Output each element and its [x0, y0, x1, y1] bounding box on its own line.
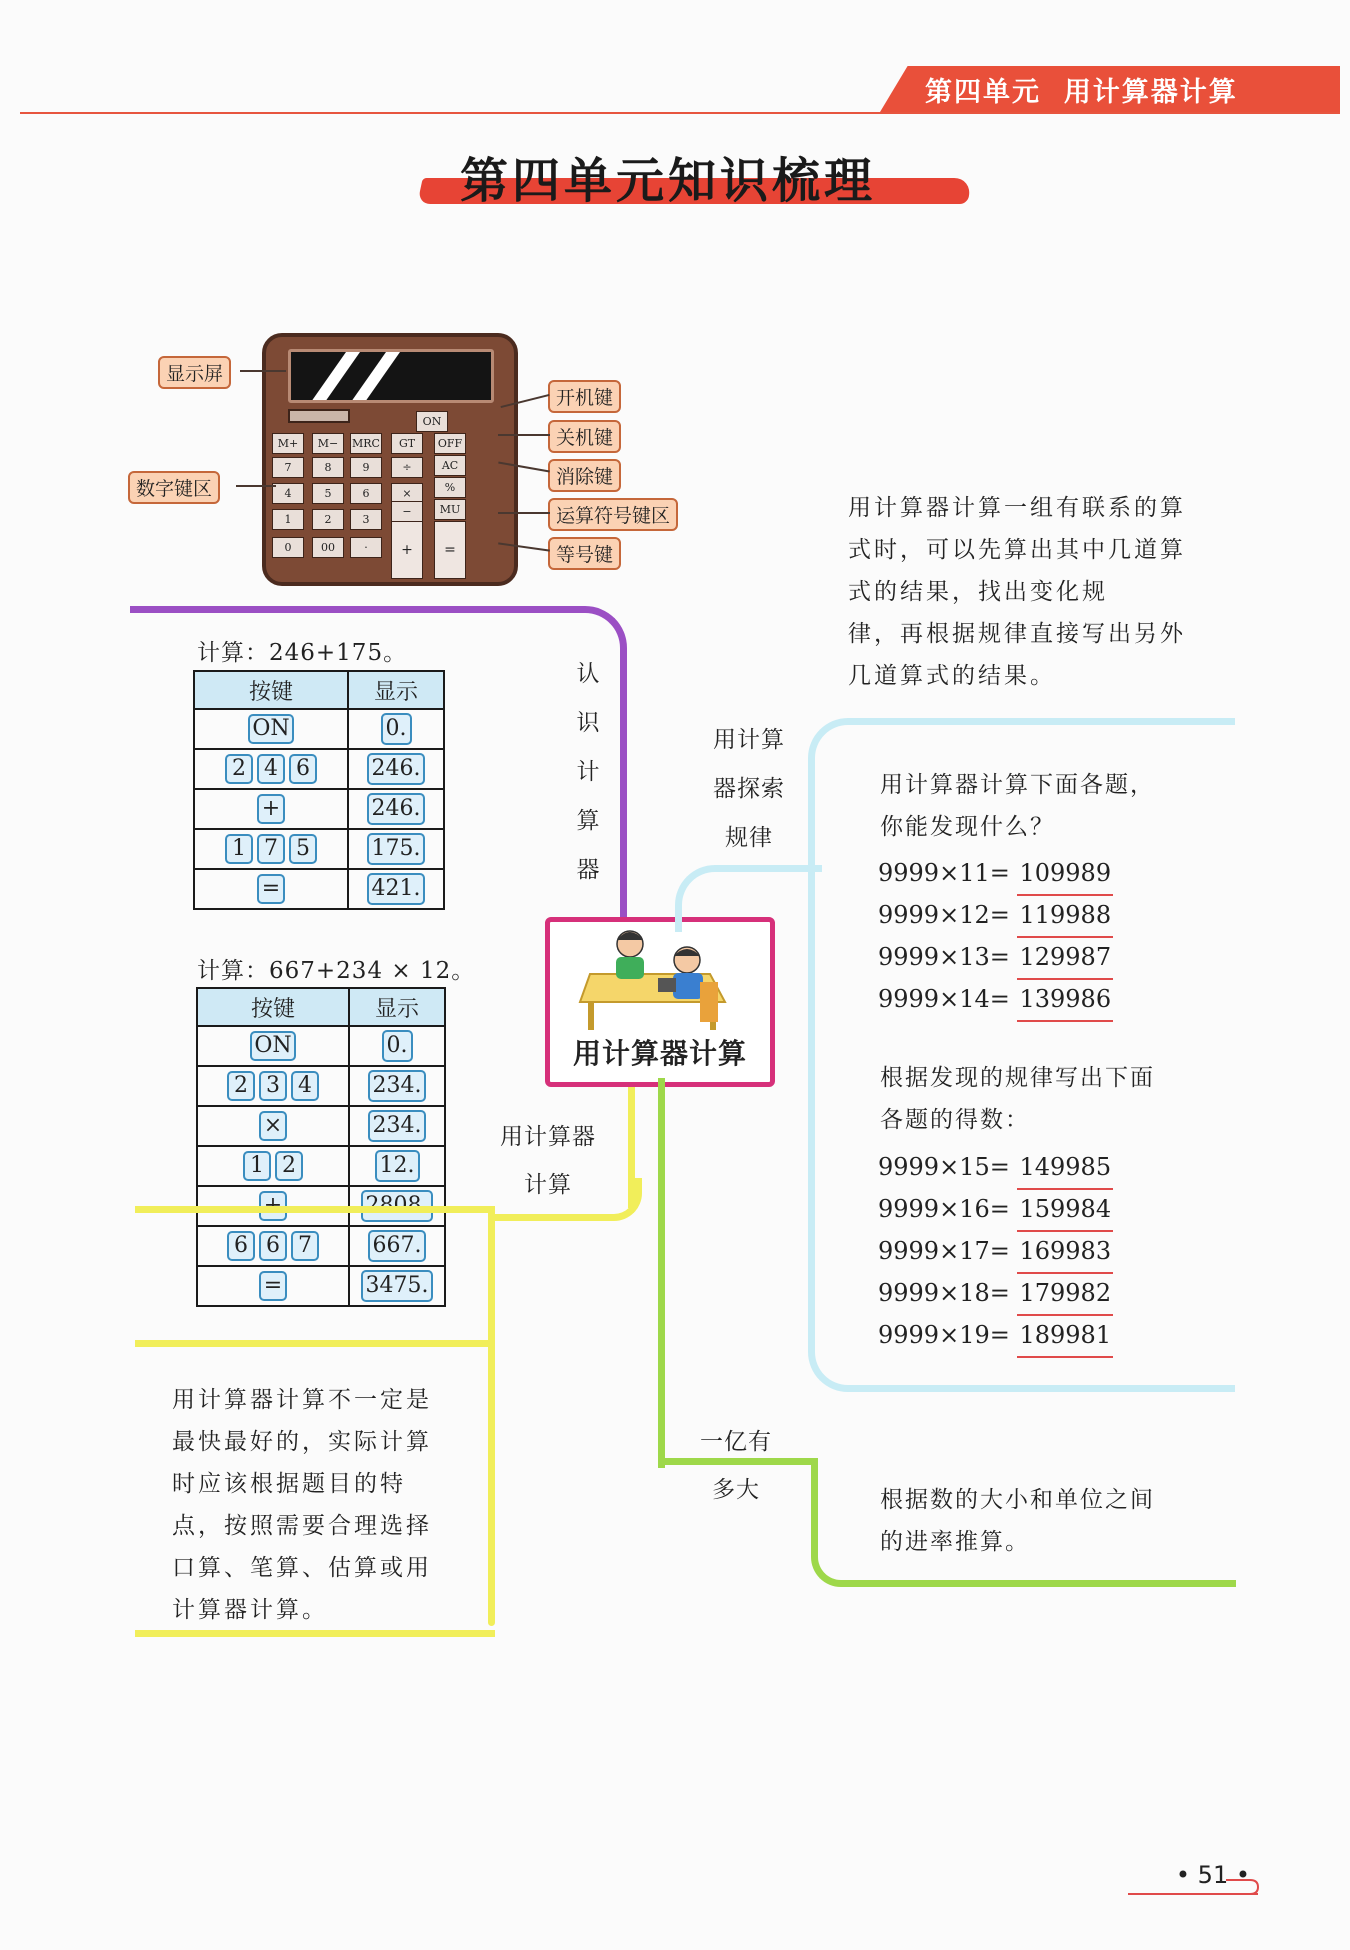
label-off-key: 关机键: [548, 420, 621, 453]
equation: [878, 978, 1113, 1020]
table-row: [194, 709, 444, 749]
table-row: [194, 869, 444, 909]
key-divide: ÷: [391, 457, 423, 478]
equation-expression: 9999×14=: [878, 985, 1018, 1013]
keys-cell: [197, 1026, 349, 1066]
display-value: 246.: [367, 753, 426, 785]
display-cell: [348, 709, 444, 749]
equation-expression: 9999×15=: [878, 1153, 1018, 1181]
equation: [878, 1188, 1113, 1230]
label-clear-key: 消除键: [548, 459, 621, 492]
table-row: [194, 789, 444, 829]
key-glyph: ON: [250, 1031, 295, 1061]
note-choose-method: 用计算器计算不一定是 最快最好的，实际计算 时应该根据题目的特 点，按照需要合理选择 口算、笔算、估算或用 计算器计算。: [172, 1387, 432, 1623]
key-9: 9: [350, 457, 382, 478]
leader-line: [240, 370, 286, 372]
branch-compute-note-top: [135, 1340, 495, 1347]
display-cell: [349, 1066, 445, 1106]
equation-expression: 9999×12=: [878, 901, 1018, 929]
keys-cell: [194, 869, 348, 909]
equation-answer: 109989: [1017, 852, 1113, 896]
branch-label-explore: 用计算 器探索 规律: [713, 727, 785, 851]
keys-cell: [197, 1106, 349, 1146]
key-glyph: 5: [289, 834, 317, 864]
branch-compute-vertical: [488, 1206, 495, 1626]
explore-question: 用计算器计算下面各题， 你能发现什么？: [880, 772, 1155, 840]
solar-panel: [288, 409, 350, 423]
page-number: • 51 •: [1175, 1861, 1250, 1889]
kids-illustration: [550, 922, 770, 1032]
header-title: 第四单元 用计算器计算: [925, 77, 1238, 108]
label-number-keys: 数字键区: [128, 471, 220, 504]
display-cell: [349, 1146, 445, 1186]
display-cell: [349, 1026, 445, 1066]
example2-prompt: 计算：667+234 × 12。: [197, 958, 476, 984]
key-glyph: 1: [243, 1151, 271, 1181]
equation-expression: 9999×18=: [878, 1279, 1018, 1307]
equation: [878, 1146, 1113, 1188]
key-glyph: 3: [259, 1071, 287, 1101]
table-row: [194, 829, 444, 869]
calculator-illustration: [262, 333, 518, 586]
equation: [878, 1314, 1113, 1356]
key-8: 8: [312, 457, 344, 478]
page-title: 第四单元知识梳理: [460, 153, 877, 209]
key-7: 7: [272, 457, 304, 478]
col-keys: 按键: [194, 671, 348, 709]
display-value: 12.: [375, 1150, 420, 1182]
key-plus: +: [391, 521, 423, 579]
equation-expression: 9999×19=: [878, 1321, 1018, 1349]
display-value: 175.: [367, 833, 426, 865]
branch-compute-note-bottom: [135, 1630, 495, 1637]
branch-explore-link: [675, 865, 822, 932]
key-mplus: M+: [272, 433, 304, 454]
key-glyph: 4: [257, 754, 285, 784]
key-mminus: M−: [312, 433, 344, 454]
key-6: 6: [350, 483, 382, 504]
leader-line: [498, 512, 550, 514]
display-value: 0.: [381, 713, 412, 745]
display-cell: [348, 789, 444, 829]
key-glyph: 6: [289, 754, 317, 784]
equation-expression: 9999×16=: [878, 1195, 1018, 1223]
key-glyph: 7: [291, 1231, 319, 1261]
branch-billion-stem: [658, 1078, 665, 1468]
table-row: [194, 749, 444, 789]
key-mu: MU: [434, 499, 466, 520]
table-row: [197, 1146, 445, 1186]
display-cell: [348, 869, 444, 909]
key-glyph: 2: [275, 1151, 303, 1181]
equation-answer: 139986: [1017, 978, 1113, 1022]
display-cell: [348, 749, 444, 789]
key-multiply: ×: [391, 483, 423, 504]
key-glyph: =: [257, 874, 285, 904]
display-value: 234.: [368, 1070, 427, 1102]
keys-cell: [197, 1066, 349, 1106]
equation-answer: 169983: [1017, 1230, 1113, 1274]
equation-answer: 149985: [1017, 1146, 1113, 1190]
key-1: 1: [272, 509, 304, 530]
table-row: [197, 1106, 445, 1146]
key-dot: ·: [350, 537, 382, 558]
key-2: 2: [312, 509, 344, 530]
equation: [878, 894, 1113, 936]
key-gt: GT: [391, 433, 423, 454]
equation: [878, 1230, 1113, 1272]
display-value: 667.: [368, 1230, 427, 1262]
example1-prompt: 计算：246+175。: [197, 640, 408, 666]
key-minus: −: [391, 501, 423, 522]
col-keys: 按键: [197, 988, 349, 1026]
note-pattern-tip: 用计算器计算一组有联系的算 式时，可以先算出其中几道算 式的结果，找出变化规 律，再根据规律直接写出另外 几道算式的结果。: [848, 495, 1186, 689]
key-4: 4: [272, 483, 304, 504]
keys-cell: [194, 829, 348, 869]
equation-expression: 9999×11=: [878, 859, 1018, 887]
explore-set2: [878, 1146, 1113, 1356]
key-5: 5: [312, 483, 344, 504]
keys-cell: [194, 709, 348, 749]
key-glyph: +: [257, 794, 285, 824]
example1-table: [193, 670, 445, 910]
leader-line: [236, 485, 276, 487]
equation-answer: 189981: [1017, 1314, 1113, 1358]
equation-answer: 159984: [1017, 1188, 1113, 1232]
display-cell: [348, 829, 444, 869]
explore-set1: [878, 852, 1113, 1020]
label-equals-key: 等号键: [548, 537, 621, 570]
key-00: 00: [312, 537, 344, 558]
keys-cell: [194, 789, 348, 829]
key-glyph: ×: [259, 1111, 287, 1141]
key-mrc: MRC: [350, 433, 382, 454]
key-percent: %: [434, 477, 466, 498]
col-display: 显示: [348, 671, 444, 709]
key-0: 0: [272, 537, 304, 558]
calculator-screen: [288, 349, 494, 403]
key-glyph: 1: [225, 834, 253, 864]
key-glyph: 6: [259, 1231, 287, 1261]
display-cell: [349, 1106, 445, 1146]
display-value: 3475.: [361, 1270, 434, 1302]
col-display: 显示: [349, 988, 445, 1026]
table-row: [197, 1066, 445, 1106]
equation-answer: 179982: [1017, 1272, 1113, 1316]
label-on-key: 开机键: [548, 380, 621, 413]
key-glyph: =: [259, 1271, 287, 1301]
center-title: 用计算器计算: [572, 1037, 747, 1070]
label-display: 显示屏: [158, 356, 231, 389]
equation-answer: 119988: [1017, 894, 1113, 938]
key-glyph: +: [259, 1191, 287, 1221]
branch-label-compute: 用计算器 计算: [500, 1124, 596, 1198]
display-value: 246.: [367, 793, 426, 825]
branch-compute-top: [135, 1206, 495, 1353]
keys-cell: [194, 749, 348, 789]
key-glyph: 2: [225, 754, 253, 784]
key-glyph: 7: [257, 834, 285, 864]
note-billion: 根据数的大小和单位之间 的进率推算。: [880, 1487, 1155, 1555]
equation: [878, 852, 1113, 894]
display-value: 234.: [368, 1110, 427, 1142]
table-row: [197, 1026, 445, 1066]
display-value: 2808.: [361, 1190, 434, 1222]
equation-answer: 129987: [1017, 936, 1113, 980]
leader-line: [498, 434, 550, 436]
branch-label-billion: 一亿有 多大: [700, 1429, 772, 1503]
label-operator-keys: 运算符号键区: [548, 498, 678, 531]
key-glyph: 6: [227, 1231, 255, 1261]
branch-label-know-calculator: 认 识 计 算 器: [576, 661, 600, 883]
explore-instruction: 根据发现的规律写出下面 各题的得数：: [880, 1065, 1155, 1133]
key-glyph: 2: [227, 1071, 255, 1101]
equation-expression: 9999×13=: [878, 943, 1018, 971]
key-on: ON: [416, 411, 448, 432]
key-glyph: ON: [248, 714, 293, 744]
display-value: 0.: [382, 1030, 413, 1062]
key-equals: =: [434, 521, 466, 579]
arrow-hook-icon: [1224, 1872, 1260, 1896]
equation: [878, 936, 1113, 978]
keys-cell: [197, 1146, 349, 1186]
equation: [878, 1272, 1113, 1314]
key-glyph: 4: [291, 1071, 319, 1101]
center-node: [545, 917, 775, 1087]
key-off: OFF: [434, 433, 466, 454]
header-rule: [20, 112, 1340, 114]
key-3: 3: [350, 509, 382, 530]
equation-expression: 9999×17=: [878, 1237, 1018, 1265]
display-value: 421.: [367, 873, 426, 905]
key-ac: AC: [434, 455, 466, 476]
